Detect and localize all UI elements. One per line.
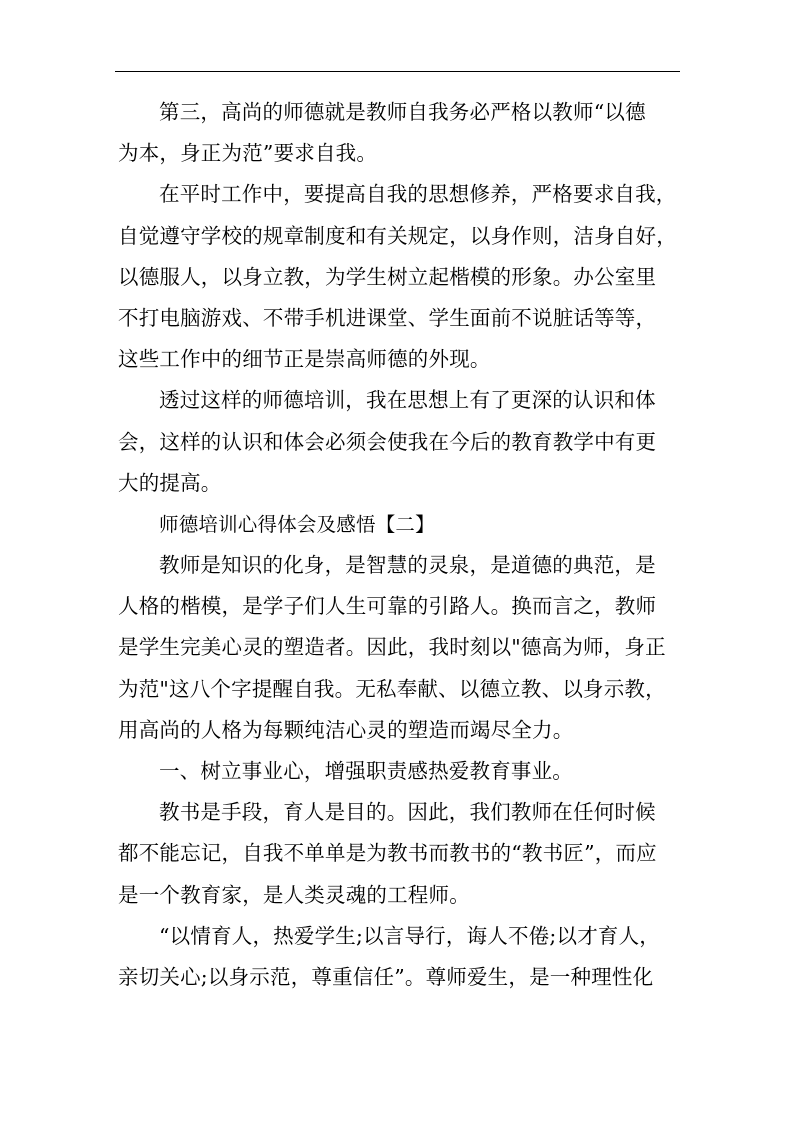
text-line: 为本，身正为范”要求自我。 <box>118 141 378 166</box>
text-line: 为范"这八个字提醒自我。无私奉献、以德立教、以身示教， <box>118 676 666 701</box>
document-body <box>118 92 678 998</box>
text-line: 教书是手段，育人是目的。因此，我们教师在任何时候 <box>159 800 656 825</box>
text-line: 亲切关心;以身示范，尊重信任”。尊师爱生，是一种理性化 <box>118 964 654 989</box>
section-heading: 师德培训心得体会及感悟【二】 <box>159 512 435 536</box>
text-line: 以德服人，以身立教，为学生树立起楷模的形象。办公室里 <box>118 264 657 289</box>
text-line: 在平时工作中，要提高自我的思想修养，严格要求自我， <box>159 182 677 207</box>
text-line: 教师是知识的化身，是智慧的灵泉，是道德的典范，是 <box>159 553 656 578</box>
text-line: “以情育人，热爱学生;以言导行，诲人不倦;以才育人， <box>159 923 660 948</box>
text-line: 不打电脑游戏、不带手机进课堂、学生面前不说脏话等等， <box>118 305 657 330</box>
text-line: 第三，高尚的师德就是教师自我务必严格以教师“以德 <box>159 100 646 124</box>
text-line: 大的提高。 <box>118 470 222 495</box>
text-line: 一、树立事业心，增强职责感热爱教育事业。 <box>159 759 573 783</box>
text-line: 都不能忘记，自我不单单是为教书而教书的“教书匠”，而应 <box>118 841 657 866</box>
header-rule <box>115 71 680 72</box>
text-line: 这些工作中的细节正是崇高师德的外现。 <box>118 347 491 372</box>
text-line: 是学生完美心灵的塑造者。因此，我时刻以"德高为师，身正 <box>118 635 666 660</box>
text-line: 自觉遵守学校的规章制度和有关规定，以身作则，洁身自好， <box>118 223 677 248</box>
text-line: 透过这样的师德培训，我在思想上有了更深的认识和体 <box>159 388 656 413</box>
text-line: 人格的楷模，是学子们人生可靠的引路人。换而言之，教师 <box>118 594 657 619</box>
text-line: 用高尚的人格为每颗纯洁心灵的塑造而竭尽全力。 <box>118 717 574 742</box>
text-line: 会，这样的认识和体会必须会使我在今后的教育教学中有更 <box>118 429 657 454</box>
text-line: 是一个教育家，是人类灵魂的工程师。 <box>118 882 470 907</box>
